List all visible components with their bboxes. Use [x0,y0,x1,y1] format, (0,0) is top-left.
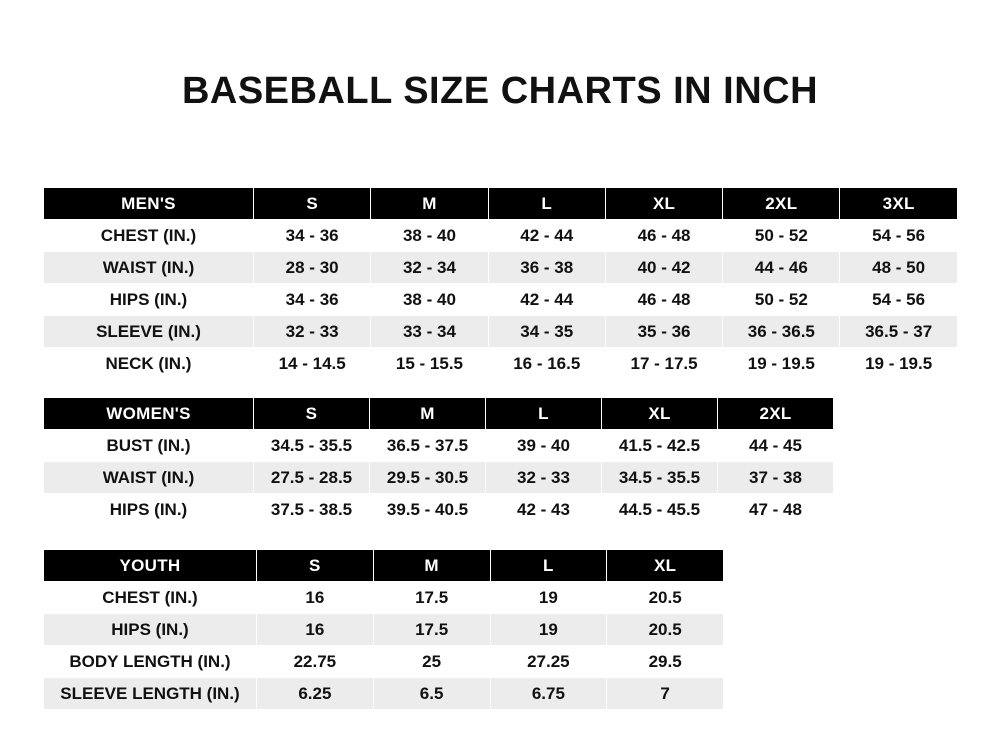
table-row [44,348,958,380]
youth-size-chart [43,549,724,710]
table-cell: 17.5 [373,614,490,646]
row-label: WAIST (IN.) [44,252,254,284]
table-cell: 38 - 40 [371,284,488,316]
column-header: M [370,398,486,430]
table-cell: 44 - 45 [718,430,834,462]
table-row [44,430,834,462]
table-row [44,614,724,646]
table-cell: 28 - 30 [254,252,371,284]
table-cell: 16 [257,582,374,614]
table-cell: 36.5 - 37 [840,316,957,348]
table-cell: 39.5 - 40.5 [370,494,486,526]
table-cell: 44 - 46 [723,252,840,284]
table-cell: 6.5 [373,678,490,710]
table-cell: 19 - 19.5 [840,348,957,380]
table-cell: 27.25 [490,646,607,678]
column-header: L [488,188,605,220]
table-cell: 19 - 19.5 [723,348,840,380]
table-row [44,220,958,252]
table-row [44,494,834,526]
table-cell: 27.5 - 28.5 [254,462,370,494]
table-cell: 34.5 - 35.5 [602,462,718,494]
table-cell: 42 - 44 [488,284,605,316]
table-cell: 20.5 [607,614,724,646]
table-cell: 15 - 15.5 [371,348,488,380]
table-cell: 54 - 56 [840,220,957,252]
column-header: S [254,188,371,220]
column-header: MEN'S [44,188,254,220]
table-cell: 54 - 56 [840,284,957,316]
column-header: 2XL [718,398,834,430]
table-header-row [44,398,834,430]
row-label: CHEST (IN.) [44,582,257,614]
table-cell: 34.5 - 35.5 [254,430,370,462]
table-cell: 36 - 38 [488,252,605,284]
table-cell: 36 - 36.5 [723,316,840,348]
table-cell: 42 - 44 [488,220,605,252]
mens-size-chart [43,187,958,380]
column-header: L [486,398,602,430]
row-label: BODY LENGTH (IN.) [44,646,257,678]
column-header: S [254,398,370,430]
column-header: XL [607,550,724,582]
table-cell: 6.75 [490,678,607,710]
row-label: CHEST (IN.) [44,220,254,252]
table-cell: 22.75 [257,646,374,678]
row-label: WAIST (IN.) [44,462,254,494]
table-cell: 38 - 40 [371,220,488,252]
table-cell: 7 [607,678,724,710]
row-label: NECK (IN.) [44,348,254,380]
table-cell: 48 - 50 [840,252,957,284]
table-row [44,316,958,348]
table-cell: 46 - 48 [605,284,722,316]
table-cell: 39 - 40 [486,430,602,462]
row-label: HIPS (IN.) [44,614,257,646]
table-cell: 50 - 52 [723,220,840,252]
table-cell: 20.5 [607,582,724,614]
table-cell: 47 - 48 [718,494,834,526]
table-cell: 6.25 [257,678,374,710]
column-header: M [371,188,488,220]
table-cell: 33 - 34 [371,316,488,348]
table-cell: 17.5 [373,582,490,614]
table-cell: 25 [373,646,490,678]
table-cell: 32 - 34 [371,252,488,284]
table-header-row [44,188,958,220]
table-cell: 42 - 43 [486,494,602,526]
table-cell: 44.5 - 45.5 [602,494,718,526]
row-label: SLEEVE LENGTH (IN.) [44,678,257,710]
table-row [44,252,958,284]
table-cell: 34 - 36 [254,284,371,316]
table-cell: 29.5 - 30.5 [370,462,486,494]
table-cell: 37 - 38 [718,462,834,494]
table-cell: 16 - 16.5 [488,348,605,380]
table-cell: 17 - 17.5 [605,348,722,380]
table-cell: 29.5 [607,646,724,678]
table-row [44,462,834,494]
table-row [44,582,724,614]
table-cell: 35 - 36 [605,316,722,348]
table-cell: 41.5 - 42.5 [602,430,718,462]
column-header: L [490,550,607,582]
column-header: WOMEN'S [44,398,254,430]
table-row [44,646,724,678]
table-cell: 19 [490,614,607,646]
table-cell: 40 - 42 [605,252,722,284]
column-header: S [257,550,374,582]
table-cell: 50 - 52 [723,284,840,316]
table-cell: 37.5 - 38.5 [254,494,370,526]
column-header: 3XL [840,188,957,220]
row-label: HIPS (IN.) [44,494,254,526]
table-row [44,284,958,316]
row-label: BUST (IN.) [44,430,254,462]
column-header: M [373,550,490,582]
table-cell: 19 [490,582,607,614]
row-label: SLEEVE (IN.) [44,316,254,348]
table-cell: 46 - 48 [605,220,722,252]
table-cell: 36.5 - 37.5 [370,430,486,462]
table-cell: 32 - 33 [254,316,371,348]
table-row [44,678,724,710]
column-header: XL [605,188,722,220]
page-title: BASEBALL SIZE CHARTS IN INCH [181,70,819,112]
column-header: 2XL [723,188,840,220]
table-cell: 14 - 14.5 [254,348,371,380]
row-label: HIPS (IN.) [44,284,254,316]
table-header-row [44,550,724,582]
column-header: YOUTH [44,550,257,582]
womens-size-chart [43,397,834,526]
table-cell: 16 [257,614,374,646]
column-header: XL [602,398,718,430]
table-cell: 32 - 33 [486,462,602,494]
table-cell: 34 - 36 [254,220,371,252]
table-cell: 34 - 35 [488,316,605,348]
